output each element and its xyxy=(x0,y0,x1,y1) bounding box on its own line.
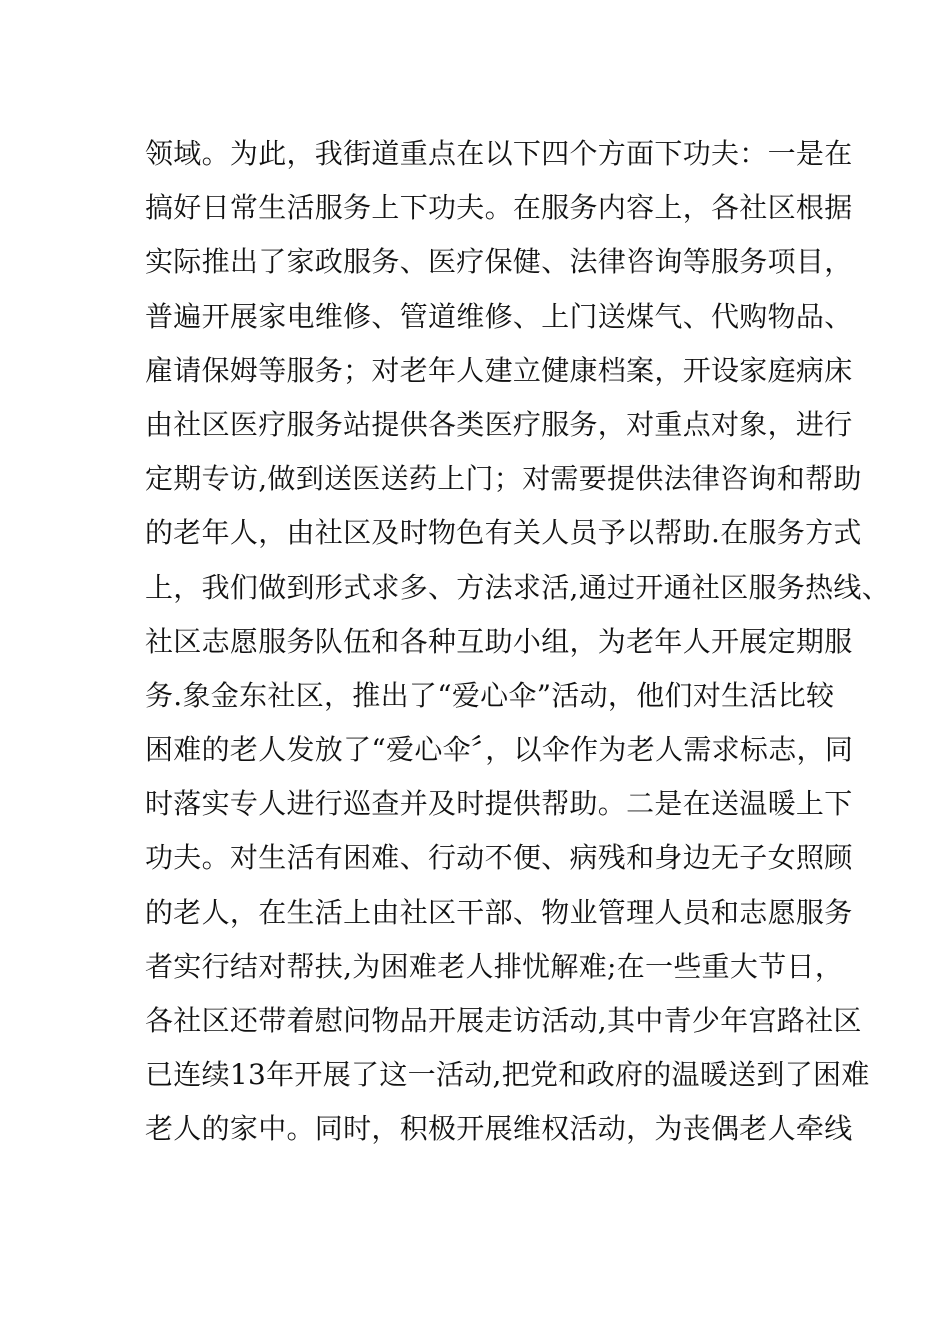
text-line: 者实行结对帮扶,为困难老人排忧解难;在一些重大节日， xyxy=(145,949,844,983)
text-line: 已连续13年开展了这一活动,把党和政府的温暖送到了困难 xyxy=(145,1058,870,1092)
text-line: 困难的老人发放了“爱心伞〞，以伞作为老人需求标志，同 xyxy=(145,733,854,767)
text-line: 普遍开展家电维修、管道维修、上门送煤气、代购物品、 xyxy=(145,299,853,333)
text-line: 搞好日常生活服务上下功夫。在服务内容上，各社区根据 xyxy=(145,191,853,225)
text-line: 的老人，在生活上由社区干部、物业管理人员和志愿服务 xyxy=(145,895,853,929)
text-line: 务.象金东社区，推出了“爱心伞”活动，他们对生活比较 xyxy=(145,678,835,712)
text-line: 各社区还带着慰问物品开展走访活动,其中青少年宫路社区 xyxy=(145,1004,862,1037)
text-line: 的老年人，由社区及时物色有关人员予以帮助.在服务方式 xyxy=(145,516,862,550)
text-line: 老人的家中。同时，积极开展维权活动，为丧偶老人牵线 xyxy=(145,1112,853,1146)
text-line: 由社区医疗服务站提供各类医疗服务，对重点对象，进行 xyxy=(145,407,853,441)
text-line: 上，我们做到形式求多、方法求活,通过开通社区服务热线、 xyxy=(145,570,891,604)
text-line: 社区志愿服务队伍和各种互助小组，为老年人开展定期服 xyxy=(145,624,853,658)
text-line: 功夫。对生活有困难、行动不便、病残和身边无子女照顾 xyxy=(145,841,853,875)
text-line: 时落实专人进行巡查并及时提供帮助。二是在送温暖上下 xyxy=(145,787,853,821)
text-line: 实际推出了家政服务、医疗保健、法律咨询等服务项目， xyxy=(145,245,853,279)
body-text xyxy=(145,127,891,1157)
text-line: 雇请保姆等服务；对老年人建立健康档案，开设家庭病床 xyxy=(145,353,853,387)
text-line: 领域。为此，我街道重点在以下四个方面下功夫：一是在 xyxy=(145,137,853,170)
text-line: 定期专访,做到送医送药上门；对需要提供法律咨询和帮助 xyxy=(145,462,862,496)
